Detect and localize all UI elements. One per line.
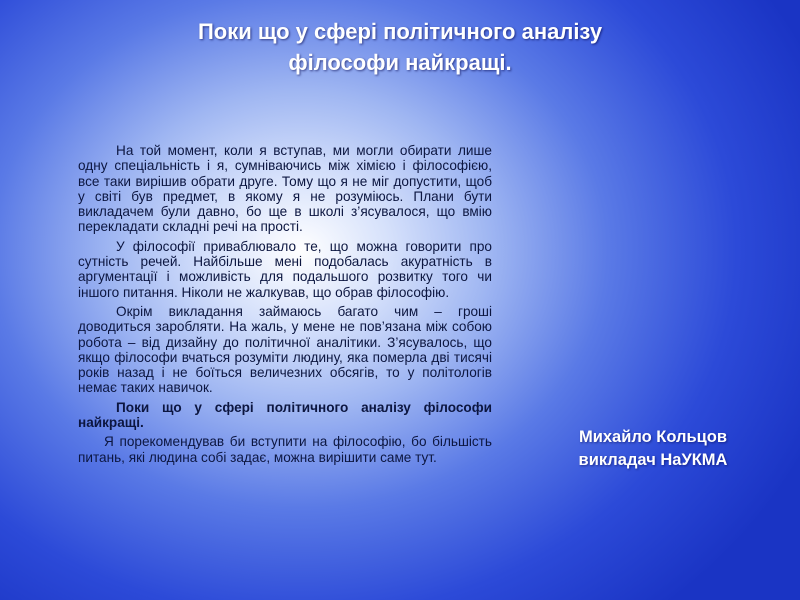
slide-title-line-2: філософи найкращі. <box>288 50 512 75</box>
author-position: викладач НаУКМА <box>578 451 728 469</box>
paragraph-other-work: Окрім викладання займаюсь багато чим – гроші доводиться заробляти. На жаль, у мене не пов’язана між собою робота – від дизайну до політичної аналітики. З’ясувалось, що якщо філософи вчаться розуміти людину, яка померла дві тисячі років назад і не боїться величезних обсягів, то у політологів немає таких навичок. <box>78 303 492 396</box>
author-signature <box>548 426 758 472</box>
slide-title <box>100 16 700 78</box>
paragraph-attraction-of-philosophy: У філософії приваблювало те, що можна говорити про сутність речей. Найбільше мені подобалась акуратність в аргументації і можливість для подальшого розвитку того чи іншого питання. Ніколи не жалкував, що обрав філософію. <box>78 238 492 300</box>
paragraph-recommendation: Я порекомендував би вступити на філософію, бо більшість питань, які людина собі задає, можна вирішити саме тут. <box>78 434 492 465</box>
paragraph-choice-of-specialty: На той момент, коли я вступав, ми могли обирати лише одну спеціальність і я, сумніваючись між хімією і філософією, все таки вирішив обрати друге. Тому що я не міг допустити, щоб у світі був предмет, в якому я не розуміюсь. Плани бути викладачем були давно, бо ще в школі з’ясувалося, що вмію перекладати складні речі на прості. <box>78 143 492 235</box>
slide-title-line-1: Поки що у сфері політичного аналізу <box>197 19 603 44</box>
interview-text <box>78 143 492 469</box>
author-name: Михайло Кольцов <box>578 428 728 446</box>
paragraph-key-quote: Поки що у сфері політичного аналізу філософи найкращі. <box>78 399 492 431</box>
